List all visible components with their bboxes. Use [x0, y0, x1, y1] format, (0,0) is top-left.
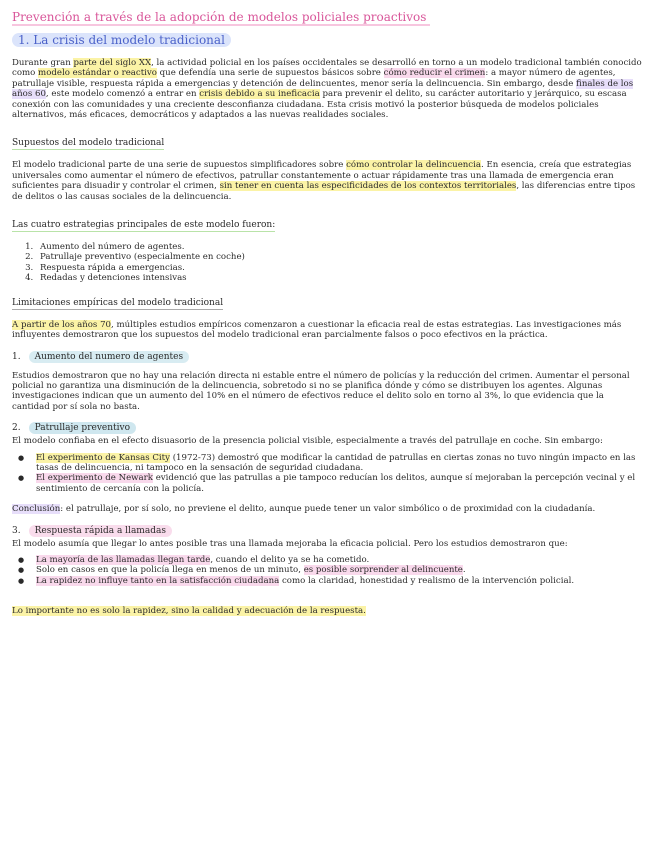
bullet-text: (1972-73) demostró que modificar la cantidad de patrullas en ciertas zonas no tuvo ningún impacto en las tasas de delincuencia, ni tampoco en la sensación de seguridad ciudadana. [36, 452, 636, 473]
bullet-text: , cuando el delito ya se ha cometido. [210, 554, 370, 565]
intro-text-1: Durante gran [12, 58, 74, 68]
point-3-heading [12, 525, 644, 537]
list-item [36, 453, 644, 474]
point-3-number: 3. [12, 525, 21, 536]
point-3-label: Respuesta rápida a llamadas [29, 525, 172, 537]
final-line [12, 598, 644, 617]
intro-highlight-2: modelo estándar o reactivo [38, 68, 157, 79]
bullet-highlight: es posible sorprender al delincuente [303, 565, 463, 576]
bullet-highlight: El experimento de Kansas City [36, 452, 170, 463]
section-heading-1 [12, 32, 644, 48]
limits-text: , múltiples estudios empíricos comenzaron a cuestionar la eficacia real de estas estrategias. Las investigaciones más influyentes demostraron que los supuestos del modelo tradicional eran parcialmente falsos o poco efectivos en la práctica. [12, 319, 622, 341]
assumptions-highlight-1: cómo controlar la delincuencia [346, 160, 481, 171]
limits-heading: Limitaciones empíricas del modelo tradicional [12, 297, 224, 308]
bullet-highlight: La mayoría de las llamadas llegan tarde [36, 554, 211, 565]
intro-highlight-5: crisis debido a su ineficacia [199, 89, 320, 100]
bullet-text-end: . [462, 565, 466, 576]
list-item [36, 565, 644, 575]
intro-text-4: : a mayor número de agentes, patrullaje visible, respuesta rápida a emergencias y detención de delincuentes, menor sería la delincuencia. Sin embargo, desde [12, 68, 616, 89]
intro-highlight-3: cómo reducir el crimen [383, 68, 486, 79]
point-3-paragraph: El modelo asumía que llegar lo antes posible tras una llamada mejoraba la eficacia policial. Pero los estudios demostraron que: [12, 538, 568, 549]
list-item: 3. Respuesta rápida a emergencias. [36, 263, 644, 273]
intro-text-3: que defendía una serie de supuestos básicos sobre [156, 68, 384, 79]
point-2-bullets [12, 453, 644, 495]
strategies-list [12, 242, 644, 284]
strategies-heading: Las cuatro estrategias principales de este modelo fueron: [12, 220, 276, 231]
intro-text-5: , este modelo comenzó a entrar en [45, 89, 200, 100]
intro-highlight-1: parte del siglo XX [73, 58, 152, 68]
point-2-heading [12, 422, 644, 434]
bullet-highlight: El experimento de Newark [36, 473, 153, 484]
list-item: 4. Redadas y detenciones intensivas [36, 273, 644, 283]
conclusion-label: Conclusión [12, 504, 61, 515]
assumptions-text-1: El modelo tradicional parte de una serie de supuestos simplificadores sobre [12, 160, 347, 171]
list-item [36, 555, 644, 565]
bullet-text: evidenció que las patrullas a pie tampoco reducían los delitos, aunque sí mejoraban la percepción vecinal y el sentimiento de cercanía con la policía. [36, 473, 636, 494]
list-item: 2. Patrullaje preventivo (especialmente en coche) [36, 252, 644, 262]
assumptions-heading: Supuestos del modelo tradicional [12, 138, 165, 149]
conclusion-text: : el patrullaje, por sí solo, no previene el delito, aunque puede tener un valor simbólico o de proximidad con la ciudadanía. [60, 504, 596, 515]
intro-paragraph [12, 58, 644, 120]
list-item [36, 576, 644, 586]
bullet-text: como la claridad, honestidad y realismo de la intervención policial. [279, 575, 575, 586]
document-page [12, 6, 644, 617]
intro-text-2: , la actividad policial en los países occidentales se desarrolló en torno a un modelo tradicional también conocido como [12, 58, 642, 79]
point-2-conclusion [12, 504, 644, 514]
point-2-paragraph: El modelo confiaba en el efecto disuasorio de la presencia policial visible, especialmente a través del patrullaje en coche. Sin embargo: [12, 436, 603, 447]
intro-text-6: para prevenir el delito, su carácter autoritario y jerárquico, su escasa conexión con las comunidades y una creciente desconfianza ciudadana. Esta crisis motivó la posterior búsqueda de modelos policiales alternativos, más eficaces, democráticos y adaptados a las nuevas realidades sociales. [12, 89, 627, 121]
assumptions-paragraph [12, 160, 644, 202]
bullet-highlight: La rapidez no influye tanto en la satisfacción ciudadana [36, 575, 280, 586]
point-3-bullets [12, 555, 644, 586]
point-1-number: 1. [12, 351, 21, 362]
point-1-heading [12, 351, 644, 363]
assumptions-text-3: , las diferencias entre tipos de delitos o las causas sociales de la delincuencia. [12, 181, 636, 202]
assumptions-highlight-2: sin tener en cuenta las especificidades de los contextos territoriales [219, 181, 517, 192]
point-2-number: 2. [12, 423, 21, 434]
limits-paragraph [12, 320, 644, 341]
section-heading-1-label: 1. La crisis del modelo tradicional [12, 33, 231, 47]
assumptions-text-2: . En esencia, creía que estrategias universales como aumentar el número de efectivos, patrullar constantemente o actuar rápidamente tras una llamada de emergencia eran suficientes para disuadir y controlar el crimen, [12, 160, 632, 192]
final-highlight: Lo importante no es solo la rapidez, sino la calidad y adecuación de la respuesta. [12, 606, 366, 617]
list-item: 1. Aumento del número de agentes. [36, 242, 644, 252]
point-1-paragraph: Estudios demostraron que no hay una relación directa ni estable entre el número de policías y la reducción del crimen. Aumentar el personal policial no garantiza una disminución de la delincuencia, sobretodo si no se planifica dónde y cómo se distribuyen los agentes. Algunas investigaciones indican que un aumento del 10% en el número de efectivos reduce el delito solo en torno al 3%, lo que evidencia que la cantidad por sí sola no basta. [12, 370, 630, 412]
limits-highlight: A partir de los años 70 [12, 319, 112, 330]
bullet-text: Solo en casos en que la policía llega en menos de un minuto, [36, 565, 304, 576]
document-title: Prevención a través de la adopción de modelos policiales proactivos [12, 10, 430, 26]
list-item [36, 473, 644, 494]
intro-highlight-4: finales de los años 60 [12, 78, 634, 100]
point-1-label: Aumento del numero de agentes [29, 351, 189, 363]
point-2-label: Patrullaje preventivo [29, 422, 136, 434]
